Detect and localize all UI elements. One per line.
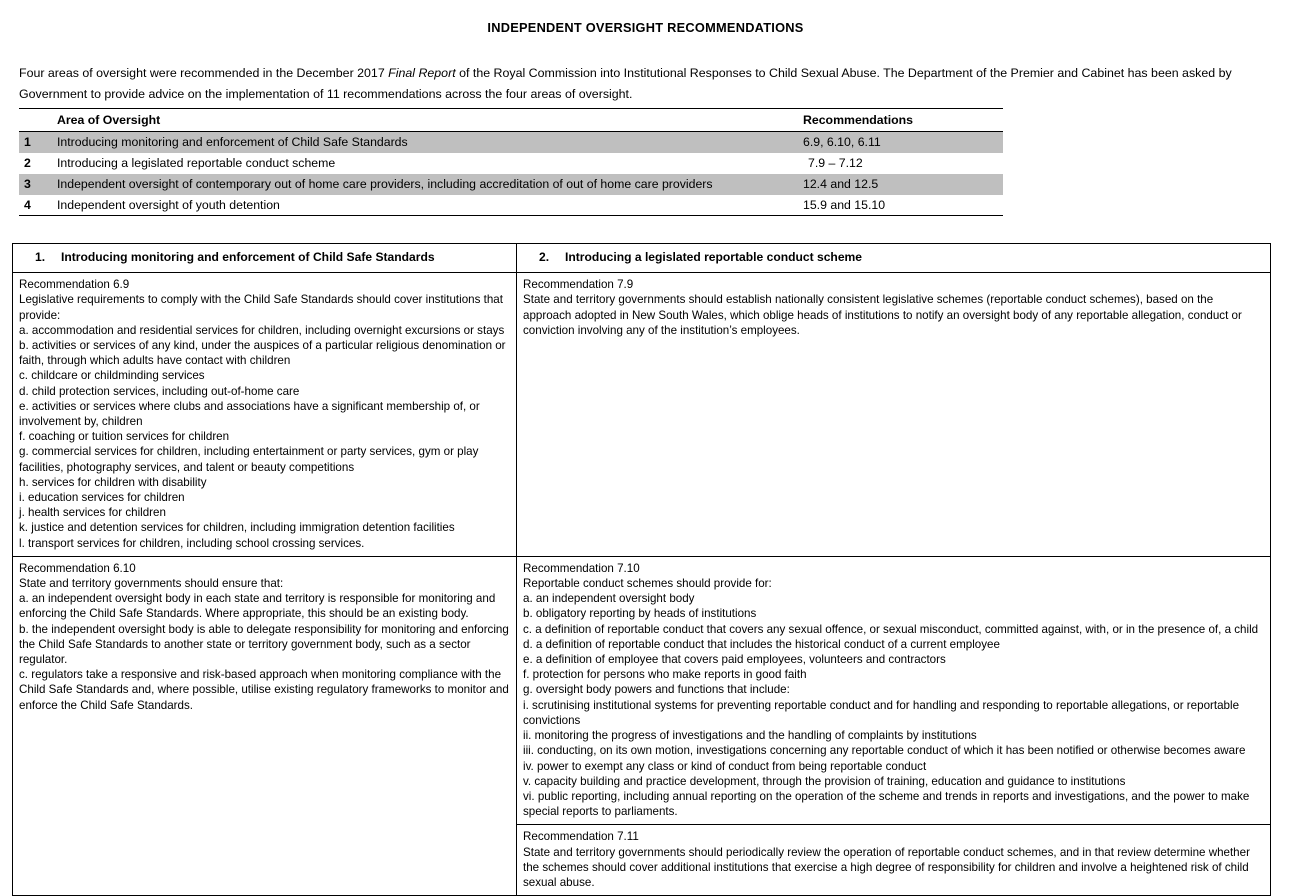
detail-header-row <box>13 244 1271 273</box>
rec-6-10-body <box>19 576 510 713</box>
rec-line: f. protection for persons who make reports in good faith <box>523 668 807 682</box>
rec-line: State and territory governments should ensure that: <box>19 577 284 591</box>
recommendations-detail-table <box>12 243 1271 896</box>
rec-6-9-label: Recommendation 6.9 <box>19 278 130 292</box>
summary-row-recommendations: 7.9 – 7.12 <box>808 156 863 170</box>
rec-line: iii. conducting, on its own motion, investigations concerning any reportable conduct of which it has been notified or otherwise becomes aware <box>523 744 1246 758</box>
summary-header-area: Area of Oversight <box>57 113 161 127</box>
summary-row-area: Introducing monitoring and enforcement of Child Safe Standards <box>57 135 408 150</box>
rec-7-11-cell <box>517 825 1271 896</box>
rec-line: e. a definition of employee that covers paid employees, volunteers and contractors <box>523 653 946 667</box>
detail-col1-header-text: Introducing monitoring and enforcement of Child Safe Standards <box>61 250 435 264</box>
detail-col2-header-num: 2. <box>539 250 550 264</box>
rec-line: k. justice and detention services for children, including immigration detention facilities <box>19 521 455 535</box>
summary-row-recommendations: 6.9, 6.10, 6.11 <box>803 135 881 150</box>
rec-7-11-body <box>523 845 1264 891</box>
rec-line: l. transport services for children, including school crossing services. <box>19 536 365 550</box>
rec-7-9-label: Recommendation 7.9 <box>523 278 634 292</box>
rec-line: ii. monitoring the progress of investigations and the handling of complaints by institutions <box>523 729 977 743</box>
summary-header-num <box>19 109 57 132</box>
rec-6-10-cell <box>13 556 517 895</box>
rec-line: iv. power to exempt any class or kind of conduct from being reportable conduct <box>523 759 927 773</box>
rec-7-9-cell <box>517 273 1271 557</box>
detail-body-row-2 <box>13 556 1271 824</box>
summary-row-recommendations: 15.9 and 15.10 <box>803 197 886 212</box>
rec-line: e. activities or services where clubs and associations have a significant membership of, or involvement by, children <box>19 399 480 429</box>
summary-table <box>19 108 1003 216</box>
rec-7-10-body <box>523 576 1264 819</box>
rec-line: j. health services for children <box>19 506 166 520</box>
rec-line: State and territory governments should establish nationally consistent legislative schemes (reportable conduct schemes), based on the approach adopted in New South Wales, which oblige heads of institutions to notify an oversight body of any reportable allegation, conduct or conviction involving any of the institution’s employees. <box>523 293 1242 337</box>
rec-7-11-label: Recommendation 7.11 <box>523 830 639 844</box>
table-row <box>19 195 1003 216</box>
rec-line: g. commercial services for children, including entertainment or party services, gym or play facilities, photography services, and talent or beauty competitions <box>19 445 479 474</box>
detail-col1-header-num: 1. <box>35 250 46 264</box>
summary-row-area: Independent oversight of youth detention <box>57 197 280 212</box>
table-row <box>19 174 1003 195</box>
rec-7-10-label: Recommendation 7.10 <box>523 561 640 575</box>
rec-line: b. obligatory reporting by heads of institutions <box>523 607 757 621</box>
table-row <box>19 132 1003 153</box>
rec-line: i. scrutinising institutional systems for preventing reportable conduct and for handling and responding to reportable allegations, or reportable convictions <box>523 698 1240 727</box>
detail-col2-header <box>517 244 1271 273</box>
summary-row-area: Independent oversight of contemporary out of home care providers, including accreditation of out of home care providers <box>57 177 713 191</box>
table-row <box>19 153 1003 174</box>
rec-line: b. activities or services of any kind, under the auspices of a particular religious denomination or faith, through which adults have contact with children <box>19 339 506 368</box>
summary-row-recommendations: 12.4 and 12.5 <box>803 177 879 191</box>
rec-line: d. child protection services, including out-of-home care <box>19 384 300 398</box>
summary-row-num: 2 <box>24 156 31 170</box>
rec-line: d. a definition of reportable conduct that includes the historical conduct of a current employee <box>523 637 1000 651</box>
detail-col2-header-text: Introducing a legislated reportable conduct scheme <box>565 250 863 264</box>
summary-header-recommendations: Recommendations <box>803 113 914 127</box>
detail-body-row-1 <box>13 273 1271 557</box>
rec-line: a. an independent oversight body in each state and territory is responsible for monitoring and enforcing the Child Safe Standards. Where appropriate, this should be an existing body. <box>19 592 496 621</box>
summary-header-row <box>19 109 1003 132</box>
rec-7-10-cell <box>517 556 1271 824</box>
rec-line: Reportable conduct schemes should provide for: <box>523 577 772 591</box>
summary-row-num: 1 <box>24 135 31 150</box>
rec-6-9-cell <box>13 273 517 557</box>
summary-row-area: Introducing a legislated reportable conduct scheme <box>57 156 336 170</box>
page-title: INDEPENDENT OVERSIGHT RECOMMENDATIONS <box>487 20 804 35</box>
summary-row-num: 4 <box>24 197 31 212</box>
rec-line: State and territory governments should periodically review the operation of reportable conduct schemes, and in that review determine whether the schemes should cover additional institutions that exercise a high degree of responsibility for children and involve a heightened risk of child sexual abuse. <box>523 845 1250 889</box>
rec-line: a. accommodation and residential services for children, including overnight excursions or stays <box>19 323 505 337</box>
summary-table-body <box>19 132 1003 216</box>
rec-line: h. services for children with disability <box>19 475 207 489</box>
intro-italic-final-report: Final Report <box>388 66 456 80</box>
summary-table-head <box>19 109 1003 132</box>
rec-line: c. childcare or childminding services <box>19 369 205 383</box>
rec-line: b. the independent oversight body is able to delegate responsibility for monitoring and enforcing the Child Safe Standards to another state or territory government body, such as a sector regulator. <box>19 622 509 667</box>
rec-6-9-body <box>19 292 510 550</box>
intro-text-part1: Four areas of oversight were recommended in the December 2017 <box>19 66 389 80</box>
rec-6-10-label: Recommendation 6.10 <box>19 561 136 575</box>
rec-line: f. coaching or tuition services for children <box>19 430 230 444</box>
rec-line: vi. public reporting, including annual reporting on the operation of the scheme and trends in reports and investigations, and the power to make special reports to parliaments. <box>523 789 1250 819</box>
rec-line: Legislative requirements to comply with the Child Safe Standards should cover institutions that provide: <box>19 293 503 322</box>
detail-col1-header <box>13 244 517 273</box>
rec-line: g. oversight body powers and functions that include: <box>523 683 790 697</box>
summary-row-num: 3 <box>24 177 31 191</box>
rec-line: v. capacity building and practice development, through the provision of training, education and guidance to institutions <box>523 774 1126 788</box>
rec-line: c. a definition of reportable conduct that covers any sexual offence, or sexual misconduct, committed against, with, or in the presence of, a child <box>523 622 1259 636</box>
rec-line: a. an independent oversight body <box>523 592 695 606</box>
rec-7-9-body <box>523 292 1264 338</box>
intro-text-part2: of the Royal Commission into Institutional Responses to Child Sexual Abuse. The Department of the Premier and Cabinet has been asked by Government to provide advice on the implementation of 11 recommendations across the four areas of oversight. <box>19 66 1232 101</box>
rec-line: c. regulators take a responsive and risk-based approach when monitoring compliance with the Child Safe Standards and, where possible, utilise existing regulatory frameworks to monitor and enforce the Child Safe Standards. <box>19 668 509 712</box>
rec-line: i. education services for children <box>19 491 185 505</box>
intro-paragraph <box>19 63 1263 104</box>
